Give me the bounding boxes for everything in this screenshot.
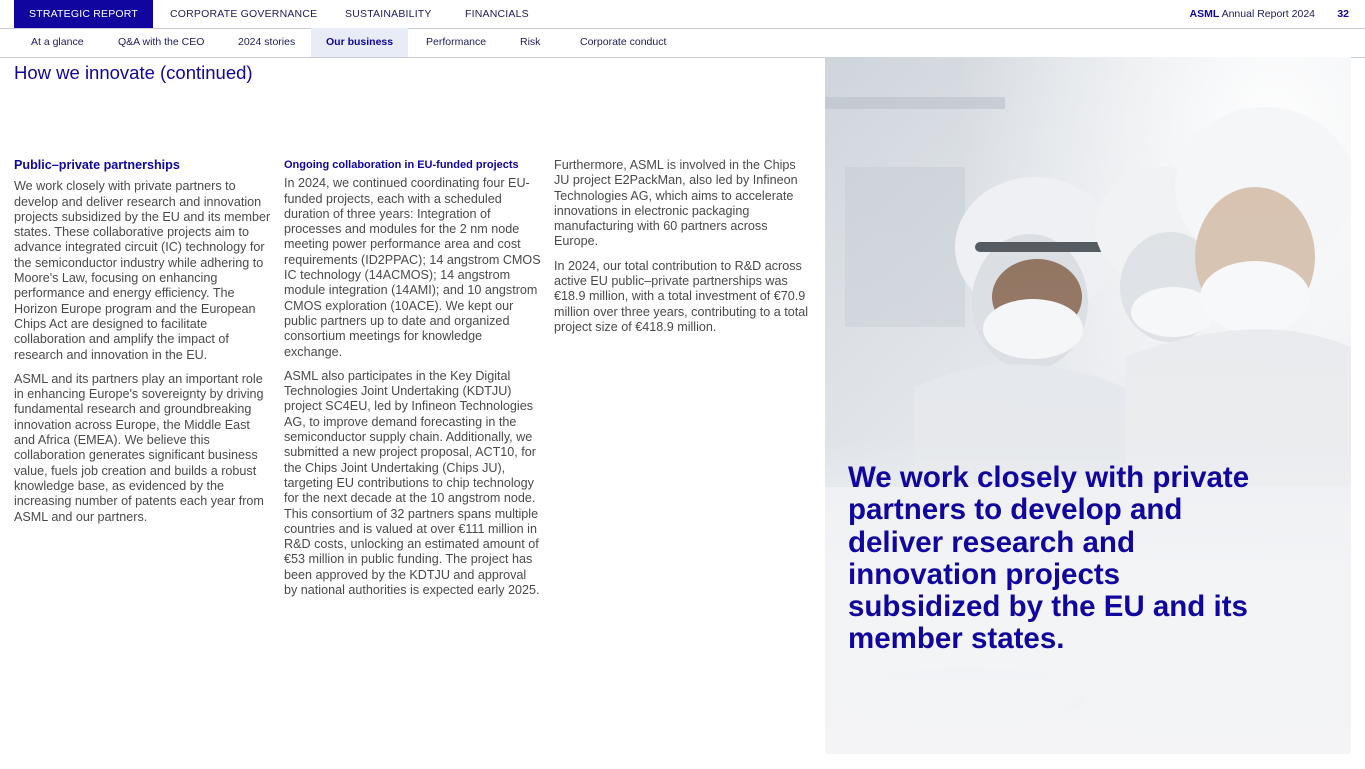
- column-eu-projects: [284, 158, 542, 607]
- report-title: [1190, 0, 1316, 29]
- paragraph: In 2024, our total contribution to R&D across active EU public–private partnerships was €18.9 million, with a total investment of €70.9 million over three years, contributing to a total project size of €418.9 million.: [554, 258, 809, 334]
- subnav-our-business[interactable]: Our business: [311, 28, 408, 57]
- column-public-private: [14, 158, 272, 534]
- sub-navigation: [0, 28, 1365, 58]
- paragraph: ASML and its partners play an important role in enhancing Europe's sovereignty by driving fundamental research and groundbreaking innovation across Europe, the Middle East and Africa (EMEA). We believe this collaboration generates significant business value, fuels job creation and builds a robust knowledge base, as evidenced by the increasing number of patents each year from ASML and our partners.: [14, 371, 264, 524]
- paragraph: Furthermore, ASML is involved in the Chips JU project E2PackMan, also led by Infineon Technologies AG, which aims to accelerate innovations in electronic packaging manufacturing with 60 partners across Europe.: [554, 158, 798, 249]
- tab-financials[interactable]: FINANCIALS: [465, 8, 529, 20]
- paragraph: In 2024, we continued coordinating four EU-funded projects, each with a scheduled duration of three years: Integration of processes and modules for the 2 nm node meeting power performance area and cost requirements (ID2PPAC); 14 angstrom CMOS IC technology (14ACMOS); 14 angstrom module integration (14AMI); and 10 angstrom CMOS exploration (10ACE). We kept our public partners up to date and organized consortium meetings for knowledge exchange.: [284, 176, 541, 359]
- section-heading: Public–private partnerships: [14, 158, 180, 172]
- top-navigation: [0, 0, 1365, 29]
- page-number: 32: [1337, 8, 1349, 20]
- subsection-heading: Ongoing collaboration in EU-funded projects: [284, 159, 519, 171]
- subnav-corporate-conduct[interactable]: Corporate conduct: [580, 36, 667, 48]
- paragraph: We work closely with private partners to develop and deliver research and innovation projects subsidized by the EU and its member states. These collaborative projects aim to advance integrated circuit (IC) technology for the semiconductor industry while adhering to Moore's Law, focusing on enhancing performance and energy efficiency. The Horizon Europe program and the European Chips Act are designed to facilitate collaboration and amplify the impact of research and innovation in the EU.: [14, 179, 271, 362]
- report-title-text: Annual Report 2024: [1221, 8, 1315, 20]
- subnav-qa-ceo[interactable]: Q&A with the CEO: [118, 36, 205, 48]
- report-brand: ASML: [1189, 8, 1220, 20]
- subnav-performance[interactable]: Performance: [426, 36, 487, 48]
- column-continued: [554, 158, 812, 344]
- subnav-risk[interactable]: Risk: [520, 36, 541, 48]
- tab-strategic-report[interactable]: STRATEGIC REPORT: [14, 0, 153, 28]
- pull-quote: We work closely with private partners to develop and deliver research and innovation projects subsidized by the EU and its member states.: [848, 461, 1250, 656]
- subnav-2024-stories[interactable]: 2024 stories: [238, 36, 296, 48]
- paragraph: ASML also participates in the Key Digital Technologies Joint Undertaking (KDTJU) project SC4EU, led by Infineon Technologies AG, to improve demand forecasting in the semiconductor supply chain. Additionally, we submitted a new project proposal, ACT10, for the Chips Joint Undertaking (Chips JU), targeting EU contributions to chip technology for the next decade at the 10 angstrom node. This consortium of 32 partners spans multiple countries and is valued at over €111 million in R&D costs, unlocking an estimated amount of €53 million in public funding. The project has been approved by the KDTJU and approval by national authorities is expected early 2025.: [284, 368, 540, 598]
- tab-sustainability[interactable]: SUSTAINABILITY: [345, 8, 432, 20]
- tab-corporate-governance[interactable]: CORPORATE GOVERNANCE: [170, 8, 318, 20]
- subnav-at-a-glance[interactable]: At a glance: [31, 36, 84, 48]
- page-title: How we innovate (continued): [14, 62, 253, 83]
